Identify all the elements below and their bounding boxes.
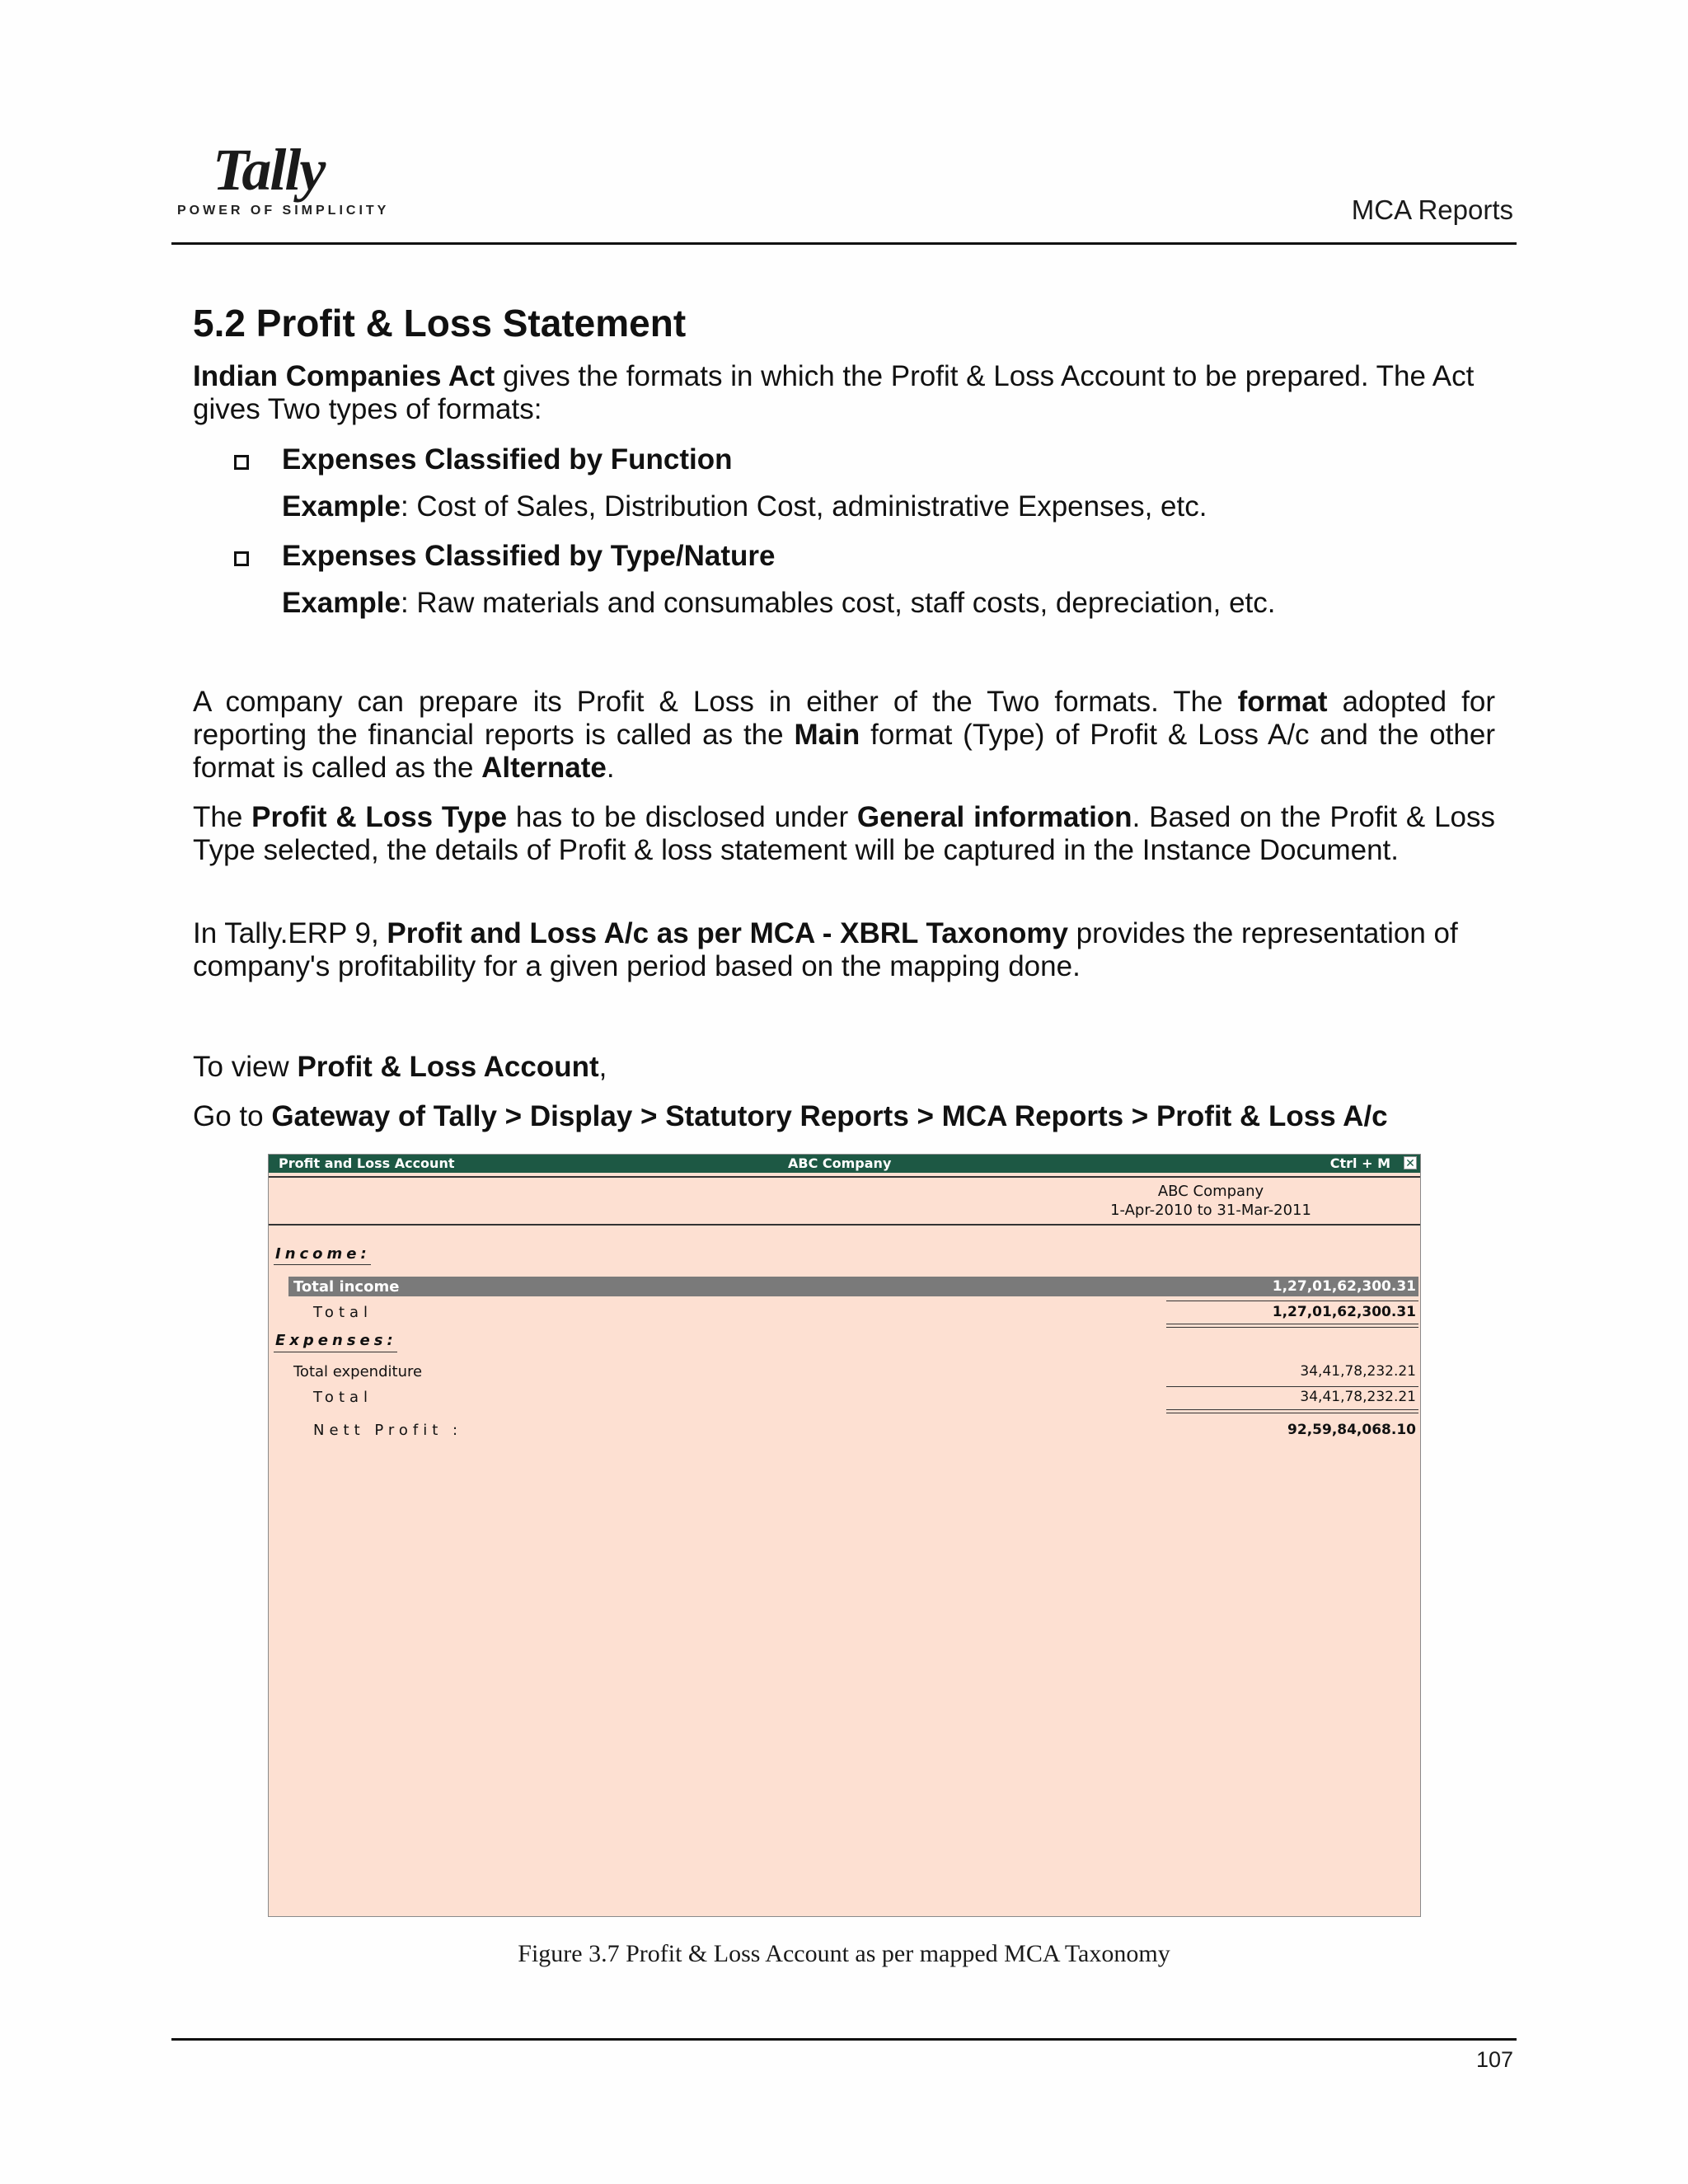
titlebar-company: ABC Company: [788, 1155, 892, 1171]
view-instruction: [193, 1051, 1495, 1084]
nett-profit-value: 92,59,84,068.10: [1287, 1422, 1416, 1438]
bullet-example: [282, 587, 1276, 620]
example-label: Example: [282, 587, 401, 619]
page-number: 107: [1475, 2047, 1513, 2072]
underline: [1166, 1386, 1418, 1387]
bold-run: format: [1237, 686, 1328, 718]
text-run: The: [193, 801, 252, 833]
bold-run: Profit & Loss Account: [297, 1051, 599, 1083]
example-text: : Cost of Sales, Distribution Cost, administrative Expenses, etc.: [400, 490, 1207, 523]
divider: [269, 1176, 1420, 1178]
tally-report-window: [268, 1154, 1421, 1917]
close-icon[interactable]: ✕: [1404, 1156, 1417, 1169]
header-section-title: MCA Reports: [1351, 194, 1513, 225]
text-run: . Based on the Profit & Loss Type selected, the details of Profit & loss statement will be captured in the Instance Document.: [193, 801, 1495, 866]
bold-run: General information: [856, 801, 1132, 833]
text-run: A company can prepare its Profit & Loss in either of the Two formats. The: [193, 686, 1238, 718]
income-total-label: Total: [313, 1304, 373, 1321]
total-income-label: Total income: [293, 1278, 400, 1296]
total-expenditure-value: 34,41,78,232.21: [1300, 1363, 1416, 1380]
footer-divider: [171, 2038, 1517, 2041]
text-run: has to be disclosed under: [507, 801, 857, 833]
report-period: 1-Apr-2010 to 31-Mar-2011: [1110, 1202, 1311, 1219]
tally-paragraph: [193, 917, 1495, 983]
nett-profit-label: Nett Profit :: [313, 1422, 463, 1439]
bold-run: Main: [794, 719, 860, 751]
expenses-group-label: Expenses:: [275, 1332, 397, 1349]
text-run: To view: [193, 1051, 298, 1083]
bullet-title: Expenses Classified by Function: [282, 443, 733, 476]
table-row-selected[interactable]: [288, 1277, 1418, 1296]
window-title: Profit and Loss Account: [279, 1155, 455, 1171]
bullet-example: [282, 490, 1207, 523]
underline: [274, 1264, 371, 1265]
bold-run: Profit and Loss A/c as per MCA - XBRL Taxonomy: [387, 917, 1068, 949]
text-run: ,: [598, 1051, 607, 1083]
text-run: Go to: [193, 1100, 272, 1132]
intro-bold: Indian Companies Act: [193, 360, 495, 392]
window-titlebar: [269, 1155, 1420, 1173]
underline: [1166, 1409, 1418, 1410]
example-label: Example: [282, 490, 401, 523]
formats-paragraph: [193, 686, 1495, 785]
intro-text: gives the formats in which the Profit & Loss Account to be prepared. The Act gives Two types of formats:: [193, 360, 1475, 425]
total-expenditure-label[interactable]: Total expenditure: [293, 1363, 423, 1380]
section-heading: 5.2 Profit & Loss Statement: [193, 302, 687, 344]
expenses-total-label: Total: [313, 1389, 373, 1406]
text-run: In Tally.ERP 9,: [193, 917, 387, 949]
menu-path: Gateway of Tally > Display > Statutory Reports > MCA Reports > Profit & Loss A/c: [271, 1100, 1388, 1132]
example-text: : Raw materials and consumables cost, staff costs, depreciation, etc.: [400, 587, 1276, 619]
income-total-value: 1,27,01,62,300.31: [1272, 1304, 1416, 1320]
logo-wordmark: Tally: [213, 137, 325, 203]
text-run: format (Type) of Profit & Loss A/c and the other format is called as the: [193, 719, 1495, 784]
intro-paragraph: [193, 360, 1495, 426]
text-run: provides the representation of company's profitability for a given period based on the mapping done.: [193, 917, 1458, 982]
logo-tagline: POWER OF SIMPLICITY: [177, 204, 390, 218]
navigation-path: [193, 1100, 1495, 1133]
bullet-title: Expenses Classified by Type/Nature: [282, 540, 776, 572]
text-run: .: [606, 752, 615, 784]
shortcut-label: Ctrl + M: [1329, 1155, 1390, 1171]
figure-caption: Figure 3.7 Profit & Loss Account as per mapped MCA Taxonomy: [518, 1940, 1170, 1967]
bullet-square-icon: [234, 455, 249, 470]
header-divider: [171, 242, 1517, 245]
tally-logo: [175, 136, 390, 227]
underline: [1166, 1327, 1418, 1328]
type-paragraph: [193, 801, 1495, 867]
total-income-value: 1,27,01,62,300.31: [1272, 1278, 1416, 1295]
bold-run: Profit & Loss Type: [251, 801, 508, 833]
expenses-total-value: 34,41,78,232.21: [1300, 1389, 1416, 1405]
bullet-square-icon: [234, 551, 249, 566]
bold-run: Alternate: [481, 752, 607, 784]
text-run: adopted for reporting the financial reports is called as the: [193, 686, 1495, 751]
divider: [269, 1224, 1420, 1226]
income-group-label: Income:: [275, 1245, 371, 1263]
report-company: ABC Company: [1157, 1183, 1264, 1200]
